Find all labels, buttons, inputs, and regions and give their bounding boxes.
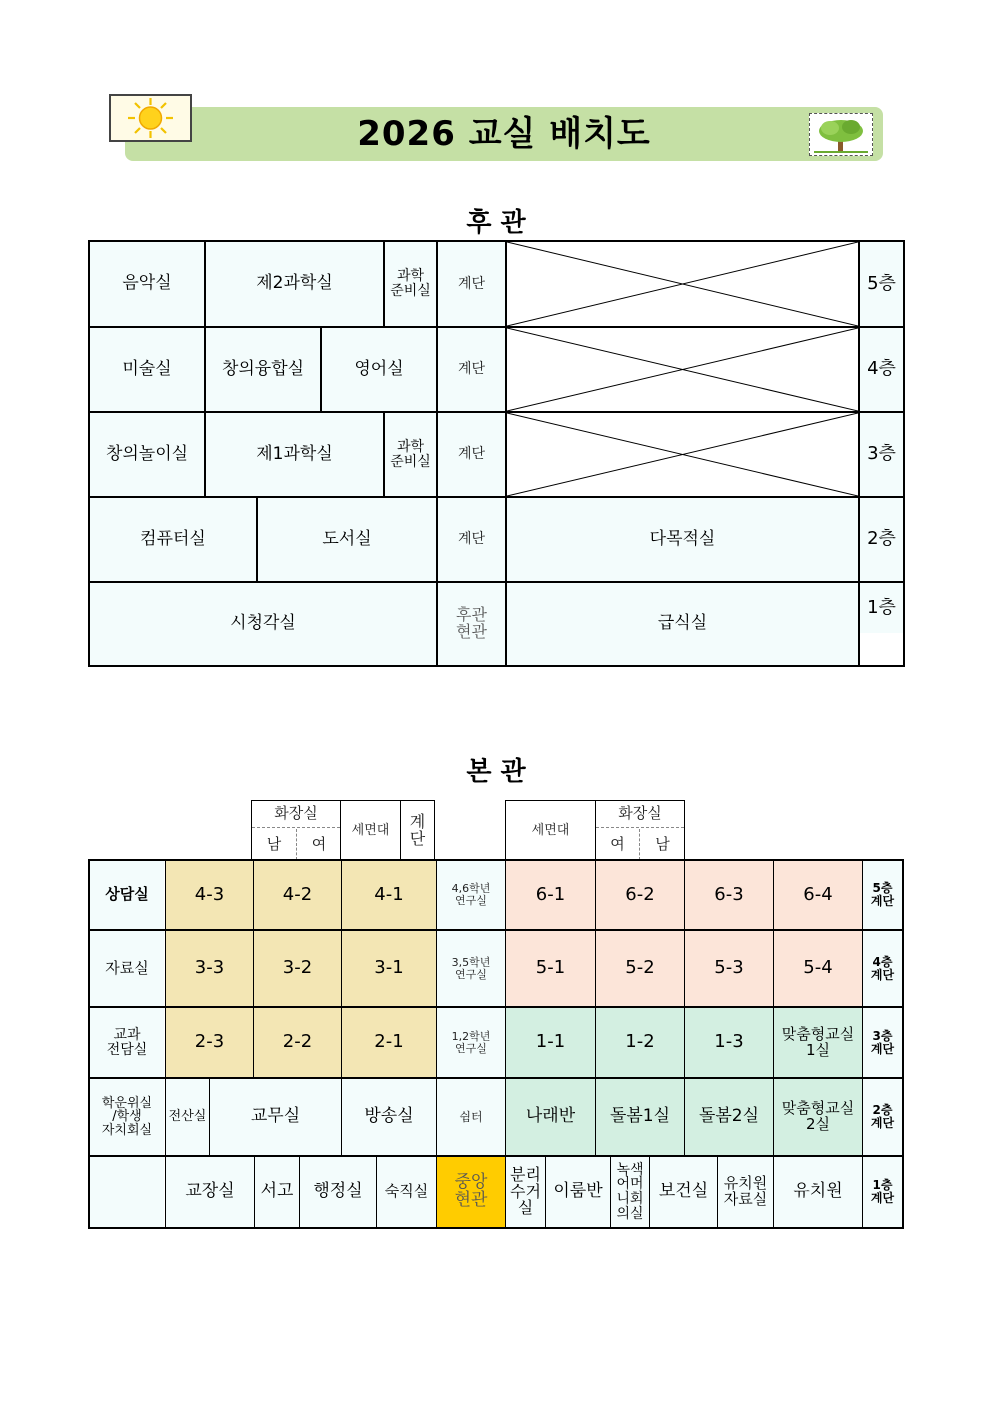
floor-label-3f: 3층	[860, 413, 903, 496]
room-school-council: 학운위실 /학생 자치회실	[90, 1079, 164, 1155]
room-care-1: 돌봄1실	[595, 1079, 684, 1155]
stairs-label-4f: 4층 계단	[862, 931, 902, 1006]
room-teachers-office: 교무실	[209, 1079, 341, 1155]
empty-area-3f	[507, 413, 858, 496]
room-rest-area: 쉼터	[436, 1079, 505, 1155]
class-3-1: 3-1	[341, 931, 436, 1006]
toilet-right-male: 남	[655, 834, 670, 853]
empty-area-5f	[507, 242, 858, 326]
stairs-label-2f: 2층 계단	[862, 1079, 902, 1155]
room-health: 보건실	[649, 1157, 717, 1227]
room-english: 영어실	[322, 328, 436, 411]
floor-label-5f: 5층	[860, 242, 903, 326]
room-subject-teachers: 교과 전담실	[90, 1008, 164, 1077]
room-night-duty: 숙직실	[376, 1157, 436, 1227]
class-5-3: 5-3	[684, 931, 773, 1006]
room-creative-play: 창의놀이실	[90, 413, 204, 496]
room-care-2: 돌봄2실	[684, 1079, 773, 1155]
class-6-2: 6-2	[595, 861, 684, 929]
custom-classroom-2: 맞춤형교실 2실	[773, 1079, 862, 1155]
stairs-main-top: 계 단	[400, 800, 435, 860]
room-computer-admin: 전산실	[165, 1079, 209, 1155]
class-5-2: 5-2	[595, 931, 684, 1006]
central-entrance: 중앙 현관	[436, 1157, 505, 1227]
room-convergence: 창의융합실	[206, 328, 320, 411]
room-music: 음악실	[90, 242, 204, 326]
room-kindergarten: 유치원	[773, 1157, 862, 1227]
washroom-left: 세면대	[341, 800, 400, 860]
room-science-prep-5f: 과학 준비실	[385, 242, 436, 326]
room-science-prep-3f: 과학 준비실	[385, 413, 436, 496]
class-3-3: 3-3	[165, 931, 253, 1006]
back-building-table	[88, 240, 905, 667]
class-6-1: 6-1	[505, 861, 595, 929]
toilet-left-male: 남	[252, 829, 297, 860]
stairs-4f: 계단	[438, 328, 505, 411]
room-audiovisual: 시청각실	[90, 583, 436, 665]
stairs-label-1f: 1층 계단	[862, 1157, 902, 1227]
main-building-table	[88, 859, 904, 1229]
room-green-mothers: 녹색 어머 니회 의실	[610, 1157, 649, 1227]
class-1-2: 1-2	[595, 1008, 684, 1077]
back-building-heading: 후 관	[466, 208, 526, 238]
room-principal: 교장실	[165, 1157, 254, 1227]
room-science-2: 제2과학실	[206, 242, 383, 326]
custom-classroom-1: 맞춤형교실 1실	[773, 1008, 862, 1077]
empty-cell-1f	[90, 1157, 164, 1227]
floor-label-2f: 2층	[860, 498, 903, 581]
class-2-1: 2-1	[341, 1008, 436, 1077]
room-cafeteria: 급식실	[507, 583, 858, 665]
research-room-4-6: 4,6학년 연구실	[436, 861, 505, 929]
stairs-label-3f: 3층 계단	[862, 1008, 902, 1077]
stairs-3f: 계단	[438, 413, 505, 496]
room-multipurpose: 다목적실	[507, 498, 858, 581]
class-1-3: 1-3	[684, 1008, 773, 1077]
room-administration: 행정실	[299, 1157, 376, 1227]
empty-area-4f	[507, 328, 858, 411]
toilet-right-female: 여	[596, 829, 640, 860]
main-building-heading: 본 관	[466, 757, 526, 787]
class-4-2: 4-2	[253, 861, 341, 929]
room-broadcast: 방송실	[341, 1079, 436, 1155]
stairs-5f: 계단	[438, 242, 505, 326]
room-resources: 자료실	[90, 931, 164, 1006]
room-irum: 이룸반	[545, 1157, 610, 1227]
room-archive: 서고	[254, 1157, 299, 1227]
class-6-3: 6-3	[684, 861, 773, 929]
tree-icon	[810, 114, 872, 155]
room-kindergarten-resources: 유치원 자료실	[717, 1157, 773, 1227]
research-room-3-5: 3,5학년 연구실	[436, 931, 505, 1006]
class-2-3: 2-3	[165, 1008, 253, 1077]
back-entrance: 후관 현관	[438, 583, 505, 665]
floor-label-1f: 1층	[860, 583, 903, 633]
room-computer: 컴퓨터실	[90, 498, 256, 581]
tree-icon-frame	[809, 113, 873, 156]
toilet-right-label: 화장실	[596, 801, 684, 828]
class-4-3: 4-3	[165, 861, 253, 929]
room-art: 미술실	[90, 328, 204, 411]
class-3-2: 3-2	[253, 931, 341, 1006]
class-5-4: 5-4	[773, 931, 862, 1006]
class-4-1: 4-1	[341, 861, 436, 929]
room-counseling: 상담실	[90, 861, 164, 929]
room-library: 도서실	[258, 498, 436, 581]
room-narae: 나래반	[505, 1079, 595, 1155]
class-2-2: 2-2	[253, 1008, 341, 1077]
research-room-1-2: 1,2학년 연구실	[436, 1008, 505, 1077]
room-recycling: 분리 수거 실	[505, 1157, 545, 1227]
stairs-label-5f: 5층 계단	[862, 861, 902, 929]
toilet-right	[595, 800, 685, 860]
class-6-4: 6-4	[773, 861, 862, 929]
page-title: 2026 교실 배치도	[357, 114, 651, 154]
washroom-right: 세면대	[505, 800, 595, 860]
toilet-left-label: 화장실	[252, 801, 340, 828]
class-1-1: 1-1	[505, 1008, 595, 1077]
toilet-left-female: 여	[311, 834, 327, 853]
room-science-1: 제1과학실	[206, 413, 383, 496]
stairs-2f: 계단	[438, 498, 505, 581]
floor-label-4f: 4층	[860, 328, 903, 411]
toilet-left	[251, 800, 341, 860]
class-5-1: 5-1	[505, 931, 595, 1006]
